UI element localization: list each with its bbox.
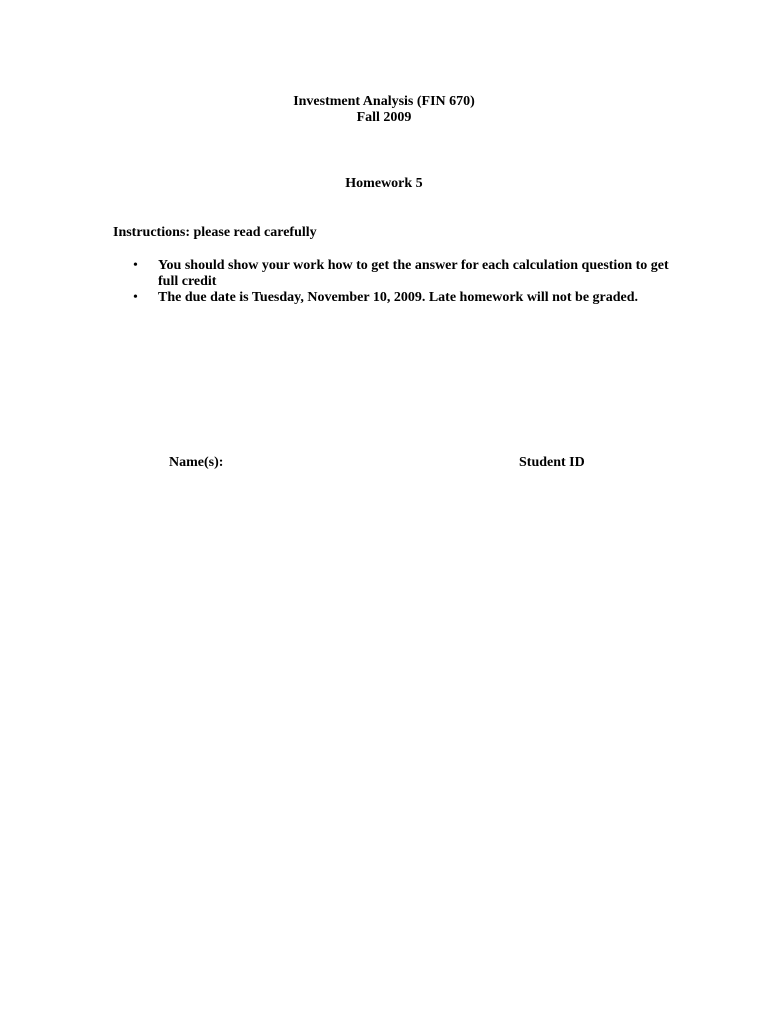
homework-title: Homework 5 xyxy=(345,176,423,191)
student-id-label: Student ID xyxy=(519,455,585,470)
instruction-item xyxy=(113,290,673,306)
course-title: Investment Analysis (FIN 670) xyxy=(293,94,475,109)
instruction-text: You should show your work how to get the answer for each calculation question to get full credit xyxy=(158,258,669,289)
term-label: Fall 2009 xyxy=(356,110,412,125)
instruction-item xyxy=(113,258,673,290)
bullet-icon: • xyxy=(133,258,138,273)
instructions-list xyxy=(113,258,673,306)
instruction-text: The due date is Tuesday, November 10, 2009. Late homework will not be graded. xyxy=(158,290,639,305)
bullet-icon: • xyxy=(133,290,138,305)
instructions-heading: Instructions: please read carefully xyxy=(113,225,317,240)
names-label: Name(s): xyxy=(169,455,224,470)
